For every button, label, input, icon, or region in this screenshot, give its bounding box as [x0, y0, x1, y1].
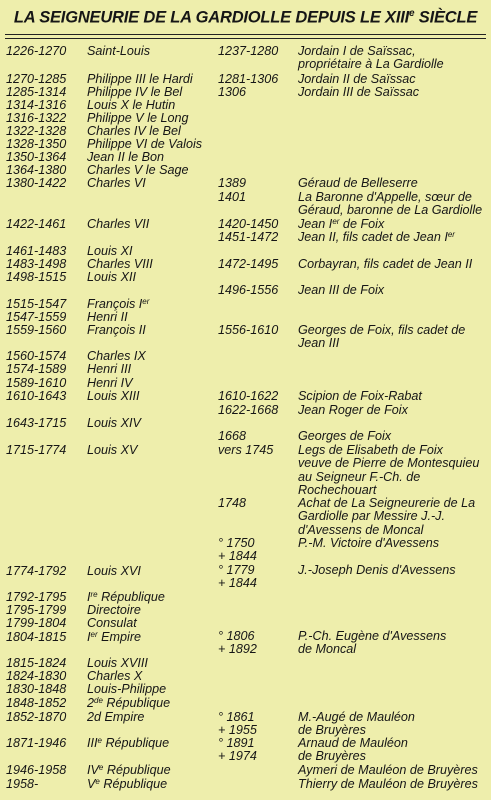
- reign-dates: 1270-1285: [6, 72, 67, 86]
- lord-dates: vers 1745: [218, 443, 274, 457]
- reign-dates: 1422-1461: [6, 217, 67, 231]
- ruler-name-text: Louis-Philippe: [87, 682, 167, 696]
- ruler-name-text: Charles IX: [87, 349, 146, 363]
- ruler-ordinal: I: [87, 590, 91, 604]
- reign-dates: 1848-1852: [6, 696, 67, 710]
- lord-dates: 1472-1495: [218, 257, 279, 271]
- lord-birth: ° 1861: [218, 710, 255, 724]
- ruler-name-text: Louis XV: [87, 443, 138, 457]
- ruler-name-text: République: [102, 696, 171, 710]
- ruler-name-text: Louis XIII: [87, 389, 140, 403]
- ruler-name-text: Empire: [97, 630, 142, 644]
- lord-name-line: P.-Ch. Eugène d'Avessens: [298, 629, 447, 643]
- ruler-name-text: Charles VII: [87, 217, 150, 231]
- reign-dates: 1792-1795: [6, 590, 67, 604]
- lord-death: + 1892: [218, 642, 257, 656]
- lord-name-line: Legs de Elisabeth de Foix: [298, 443, 443, 457]
- reign-dates: 1364-1380: [6, 163, 67, 177]
- reign-dates: 1461-1483: [6, 244, 67, 258]
- ruler-name-sup: er: [142, 297, 150, 306]
- ruler-name: [87, 177, 146, 190]
- lord-dates: 1622-1668: [218, 403, 279, 417]
- lord-name-line: Jordain II de Saïssac: [298, 72, 416, 86]
- lord-name-line: Rochechouart: [298, 483, 377, 498]
- ruler-name: [87, 45, 150, 58]
- ruler-name: [87, 764, 171, 777]
- ruler-ordinal: 2: [87, 696, 95, 710]
- ruler-name: [87, 631, 141, 644]
- reign-dates: 1350-1364: [6, 150, 67, 164]
- lord-name-line: Aymeri de Mauléon de Bruyères: [298, 763, 478, 777]
- lord-dates: 1668: [218, 429, 247, 443]
- lord-name-line: M.-Augé de Mauléon: [298, 710, 415, 724]
- ruler-name-text: République: [101, 736, 170, 750]
- ruler-name-text: Charles IV le Bel: [87, 124, 181, 138]
- ruler-ordinal: IV: [87, 763, 99, 777]
- ruler-name-text: Charles VI: [87, 176, 146, 190]
- reign-dates: 1799-1804: [6, 616, 67, 630]
- ruler-name: [87, 565, 141, 578]
- reign-dates: 1547-1559: [6, 310, 67, 324]
- lord-birth: ° 1779: [218, 563, 255, 577]
- title-underline-2: [5, 38, 486, 39]
- lord-death: + 1955: [218, 723, 257, 737]
- ruler-name-text: Louis X le Hutin: [87, 98, 176, 112]
- ruler-name: [87, 218, 149, 231]
- reign-dates: 1804-1815: [6, 630, 67, 644]
- lord-name-line: Georges de Foix, fils cadet de: [298, 323, 466, 337]
- ruler-name: [87, 444, 137, 457]
- lord-dates: 1556-1610: [218, 323, 279, 337]
- reign-dates: 1285-1314: [6, 85, 67, 99]
- lord-name-line: d'Avessens de Moncal: [298, 522, 424, 537]
- reign-dates: 1958-: [6, 777, 39, 791]
- lord-name-after: de Foix: [339, 217, 385, 231]
- reign-dates: 1946-1958: [6, 763, 67, 777]
- ruler-name-text: République: [103, 763, 171, 777]
- lord-death: + 1844: [218, 576, 257, 590]
- reign-dates: 1824-1830: [6, 669, 67, 683]
- lord-name-line: veuve de Pierre de Montesquieu: [298, 456, 480, 471]
- ruler-name-text: 2d Empire: [87, 710, 145, 724]
- ruler-ordinal-sup: de: [94, 696, 103, 705]
- ruler-name: [87, 390, 140, 403]
- reign-dates: 1328-1350: [6, 137, 67, 151]
- lord-dates: 1401: [218, 190, 247, 204]
- ruler-name-text: Philippe VI de Valois: [87, 137, 203, 151]
- lord-name-sup: er: [447, 230, 455, 239]
- lord-dates: 1389: [218, 176, 247, 190]
- lord-dates: 1420-1450: [218, 217, 279, 231]
- ruler-ordinal-sup: e: [98, 763, 104, 772]
- ruler-name-text: Directoire: [87, 603, 141, 617]
- lord-name-line: de Bruyères: [298, 749, 366, 764]
- ruler-name: [87, 697, 170, 710]
- ruler-name-text: Charles V le Sage: [87, 163, 189, 177]
- lord-name-line: de Moncal: [298, 642, 357, 657]
- reign-dates: 1515-1547: [6, 297, 67, 311]
- reign-dates: 1314-1316: [6, 98, 67, 112]
- reign-dates: 1830-1848: [6, 682, 67, 696]
- ruler-ordinal-sup: e: [95, 777, 100, 786]
- reign-dates: 1380-1422: [6, 176, 67, 190]
- lord-name-line: [298, 231, 455, 244]
- lord-name-line: Jean Roger de Foix: [298, 403, 408, 417]
- reign-dates: 1795-1799: [6, 603, 67, 617]
- ruler-ordinal: III: [87, 736, 98, 750]
- ruler-ordinal: I: [87, 630, 91, 644]
- title-text: LA SEIGNEURIE DE LA GARDIOLLE DEPUIS LE XIII: [13, 8, 410, 27]
- ruler-ordinal-sup: e: [97, 736, 102, 745]
- ruler-name-text: Philippe V le Long: [87, 111, 189, 125]
- ruler-name: [87, 711, 144, 724]
- ruler-name: [87, 363, 131, 376]
- lord-birth: ° 1750: [218, 536, 255, 550]
- ruler-ordinal: V: [87, 777, 96, 791]
- lord-dates: 1610-1622: [218, 389, 279, 403]
- ruler-name-text: République: [97, 590, 165, 604]
- ruler-name-text: Henri III: [87, 362, 132, 376]
- lord-dates: 1237-1280: [218, 44, 279, 58]
- lord-birth: ° 1806: [218, 629, 255, 643]
- lord-dates: 1306: [218, 85, 247, 99]
- lord-name-line: Jean III de Foix: [298, 283, 385, 297]
- lord-name-text: Jean II, fils cadet de Jean I: [298, 230, 448, 244]
- lord-name-line: Georges de Foix: [298, 429, 392, 443]
- lord-death: + 1974: [218, 749, 257, 763]
- ruler-name-text: Philippe III le Hardi: [87, 72, 193, 86]
- reign-dates: 1574-1589: [6, 362, 67, 376]
- ruler-name-text: Henri IV: [87, 376, 133, 390]
- lord-name-line: Gardiolle par Messire J.-J.: [298, 509, 445, 524]
- lord-name-sup: er: [332, 217, 340, 226]
- ruler-name: [87, 271, 136, 284]
- reign-dates: 1774-1792: [6, 564, 67, 578]
- reign-dates: 1815-1824: [6, 656, 67, 670]
- title-sup: e: [409, 8, 415, 19]
- ruler-name-text: Charles VIII: [87, 257, 153, 271]
- ruler-name-text: Louis XVI: [87, 564, 141, 578]
- lord-name-line: Thierry de Mauléon de Bruyères: [298, 777, 478, 791]
- lord-name-line: Arnaud de Mauléon: [298, 736, 408, 750]
- ruler-name: [87, 324, 146, 337]
- lord-death: + 1844: [218, 549, 257, 563]
- lord-name-line: Géraud, baronne de La Gardiolle: [298, 203, 483, 218]
- ruler-name-text: Louis XIV: [87, 416, 141, 430]
- reign-dates: 1483-1498: [6, 257, 67, 271]
- title-underline: [5, 34, 486, 35]
- ruler-name-text: Jean II le Bon: [87, 150, 165, 164]
- page-title: [0, 8, 491, 28]
- ruler-name-text: République: [99, 777, 168, 791]
- ruler-name-text: Saint-Louis: [87, 44, 151, 58]
- ruler-name-text: Louis XI: [87, 244, 133, 258]
- ruler-name-text: Consulat: [87, 616, 137, 630]
- lord-name-line: Jean III: [298, 336, 340, 351]
- ruler-name-text: Henri II: [87, 310, 128, 324]
- reign-dates: 1560-1574: [6, 349, 67, 363]
- lord-dates: 1451-1472: [218, 230, 279, 244]
- reign-dates: 1322-1328: [6, 124, 67, 138]
- reign-dates: 1226-1270: [6, 44, 67, 58]
- lord-name-line: au Seigneur F.-Ch. de: [298, 469, 421, 484]
- reign-dates: 1852-1870: [6, 710, 67, 724]
- reign-dates: 1610-1643: [6, 389, 67, 403]
- reign-dates: 1498-1515: [6, 270, 67, 284]
- reign-dates: 1643-1715: [6, 416, 67, 430]
- ruler-name: [87, 617, 137, 630]
- lord-name-line: Scipion de Foix-Rabat: [298, 389, 422, 403]
- lord-birth: ° 1891: [218, 736, 255, 750]
- ruler-ordinal-sup: re: [90, 590, 98, 599]
- ruler-ordinal-sup: er: [90, 630, 98, 639]
- lord-dates: 1281-1306: [218, 72, 279, 86]
- title-end: SIÈCLE: [414, 8, 478, 27]
- lord-name-line: Jordain I de Saïssac,: [298, 44, 416, 58]
- lord-name-line: P.-M. Victoire d'Avessens: [298, 536, 440, 550]
- ruler-name-text: Louis XII: [87, 270, 137, 284]
- ruler-name-text: Louis XVIII: [87, 656, 148, 670]
- ruler-name-text: François I: [87, 297, 143, 311]
- lord-dates: 1748: [218, 496, 247, 510]
- reign-dates: 1589-1610: [6, 376, 67, 390]
- lord-name-line: J.-Joseph Denis d'Avessens: [298, 563, 456, 577]
- lord-name-line: Jordain III de Saïssac: [298, 85, 420, 99]
- lord-name-text: Jean I: [298, 217, 333, 231]
- reign-dates: 1316-1322: [6, 111, 67, 125]
- reign-dates: 1715-1774: [6, 443, 67, 457]
- ruler-name: [87, 683, 166, 696]
- ruler-name: [87, 778, 167, 791]
- lord-name-line: La Baronne d'Appelle, sœur de: [298, 190, 472, 204]
- ruler-name-text: Philippe IV le Bel: [87, 85, 183, 99]
- lord-name-line: propriétaire à La Gardiolle: [298, 57, 444, 72]
- ruler-name-text: Charles X: [87, 669, 143, 683]
- ruler-name: [87, 737, 169, 750]
- ruler-name-text: François II: [87, 323, 146, 337]
- ruler-name: [87, 417, 141, 430]
- reign-dates: 1559-1560: [6, 323, 67, 337]
- reign-dates: 1871-1946: [6, 736, 67, 750]
- lord-name-line: Achat de La Seigneurerie de La: [298, 496, 476, 510]
- lord-name-line: de Bruyères: [298, 723, 366, 738]
- lord-name-line: Corbayran, fils cadet de Jean II: [298, 257, 473, 271]
- lord-name-line: Géraud de Belleserre: [298, 176, 418, 190]
- lord-dates: 1496-1556: [218, 283, 279, 297]
